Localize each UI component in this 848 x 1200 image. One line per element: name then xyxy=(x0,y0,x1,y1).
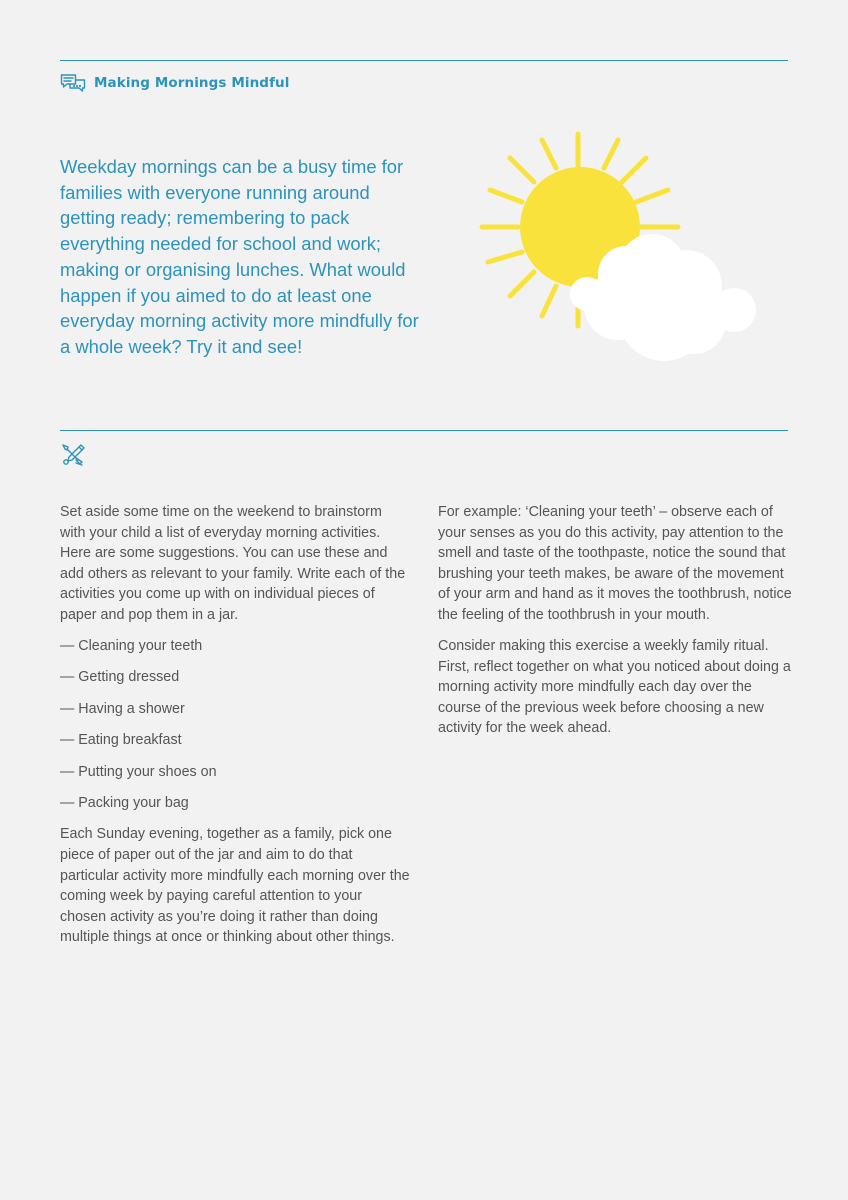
list-item: — Getting dressed xyxy=(60,669,180,686)
list-item: — Cleaning your teeth xyxy=(60,638,203,655)
section-title: Making Mornings Mindful xyxy=(94,75,290,91)
section-header xyxy=(60,72,290,94)
sun-behind-cloud-icon xyxy=(470,120,770,370)
intro-paragraph: Weekday mornings can be a busy time for families with everyone running around getting ready; remembering to pack everything needed for school and work; making or organising lunches. What would happen if you aimed to do at least one everyday morning activity more mindfully for a whole week? Try it and see! xyxy=(60,156,419,357)
list-item: — Having a shower xyxy=(60,700,185,717)
tools-icon xyxy=(60,442,86,468)
top-divider xyxy=(60,60,788,61)
list-item: — Packing your bag xyxy=(60,795,189,812)
right-column xyxy=(438,502,793,750)
ritual-paragraph: Consider making this exercise a weekly family ritual. First, reflect together on what you noticed about doing a morning activity more mindfully each day over the course of the previous week before choosing a new activity for the week ahead. xyxy=(438,638,791,737)
left-column xyxy=(60,502,410,958)
list-item: — Eating breakfast xyxy=(60,732,182,749)
sunday-paragraph: Each Sunday evening, together as a family, pick one piece of paper out of the jar and aim to do that particular activity more mindfully each morning over the coming week by paying careful attention to your chosen activity as you’re doing it rather than doing multiple things at once or thinking about other things. xyxy=(60,826,410,946)
middle-divider xyxy=(60,430,788,431)
list-item: — Putting your shoes on xyxy=(60,763,217,780)
activity-list xyxy=(60,636,410,814)
example-paragraph: For example: ‘Cleaning your teeth’ – observe each of your senses as you do this activity, pay attention to the smell and taste of the toothpaste, notice the sound that brushing your teeth makes, be aware of the movement of your arm and hand as it moves the toothbrush, notice the feeling of the toothbrush in your mouth. xyxy=(438,504,792,623)
brainstorm-paragraph: Set aside some time on the weekend to brainstorm with your child a list of everyday morning activities. Here are some suggestions. You can use these and add others as relevant to your family. Write each of the activities you come up with on individual pieces of paper and pop them in a jar. xyxy=(60,504,406,623)
speech-bubbles-icon xyxy=(60,73,86,93)
